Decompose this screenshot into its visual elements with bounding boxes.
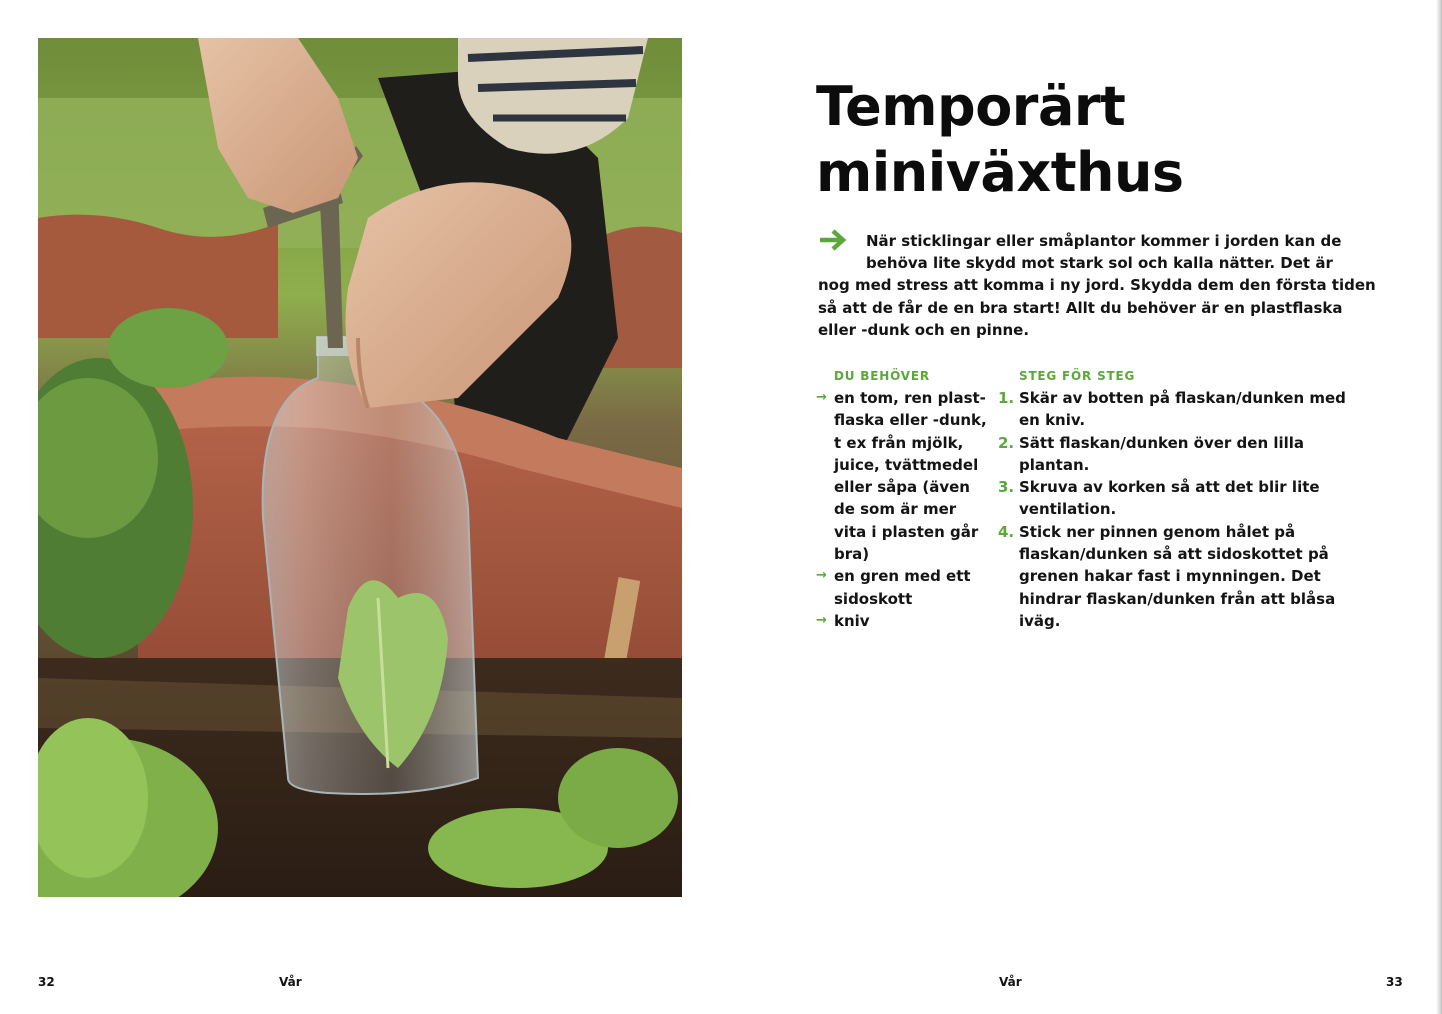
title-line-1: Temporärt — [816, 75, 1126, 138]
needs-item — [816, 565, 986, 610]
needs-item-line: eller såpa (även — [834, 478, 970, 497]
step-line: en kniv. — [1019, 411, 1086, 430]
section-label-left: Vår — [279, 975, 302, 989]
steps-heading: STEG FÖR STEG — [1019, 369, 1136, 383]
step-item — [996, 476, 1356, 521]
needs-item-line: kniv — [834, 611, 870, 630]
intro-line: När sticklingar eller småplantor kommer i jorden kan de — [866, 232, 1342, 250]
needs-item-line: en tom, ren plast- — [834, 389, 986, 407]
intro-paragraph — [818, 230, 1376, 341]
page-number-left: 32 — [38, 975, 55, 989]
needs-item-line: t ex från mjölk, — [834, 433, 964, 452]
step-line: iväg. — [1019, 611, 1061, 630]
needs-item-line: juice, tvättmedel — [834, 455, 979, 474]
needs-item-line: bra) — [834, 545, 870, 564]
needs-list — [816, 387, 986, 632]
step-line: ventilation. — [1019, 500, 1117, 519]
page-gutter-edge — [1436, 0, 1442, 1014]
needs-item-line: vita i plasten går — [834, 522, 979, 541]
step-item — [996, 432, 1356, 477]
step-item — [996, 521, 1356, 632]
step-line: plantan. — [1019, 455, 1090, 474]
intro-line: så att de får de en bra start! Allt du behöver är en plastflaska — [818, 298, 1343, 317]
step-line: flaskan/dunken så att sidoskottet på — [1019, 545, 1329, 564]
step-line: grenen hakar fast i mynningen. Det — [1019, 567, 1321, 586]
needs-item-line: flaska eller -dunk, — [834, 411, 987, 430]
needs-item — [816, 387, 986, 565]
step-line: Stick ner pinnen genom hålet på — [1019, 522, 1296, 541]
needs-item-line: de som är mer — [834, 500, 957, 519]
page-number-right: 33 — [1386, 975, 1403, 989]
needs-item-line: en gren med ett — [834, 567, 971, 586]
garden-photo — [38, 38, 682, 897]
needs-heading: DU BEHÖVER — [834, 369, 930, 383]
article-title — [816, 74, 1184, 206]
arrow-bullet-icon: → — [816, 568, 827, 584]
step-number: 2. — [998, 433, 1015, 452]
section-label-right: Vår — [999, 975, 1022, 989]
step-number: 3. — [998, 478, 1015, 497]
step-number: 4. — [998, 522, 1015, 541]
step-line: Skruva av korken så att det blir lite — [1019, 478, 1320, 497]
needs-item — [816, 610, 986, 632]
step-line: Skär av botten på flaskan/dunken med — [1019, 389, 1346, 407]
step-number: 1. — [998, 389, 1015, 407]
arrow-bullet-icon: → — [816, 612, 827, 628]
title-line-2: miniväxthus — [816, 141, 1184, 204]
step-item — [996, 387, 1356, 432]
needs-item-line: sidoskott — [834, 589, 913, 608]
arrow-bullet-icon: → — [816, 390, 827, 405]
intro-line: behöva lite skydd mot stark sol och kalla nätter. Det är — [866, 254, 1333, 273]
steps-list — [996, 387, 1356, 632]
step-line: hindrar flaskan/dunken från att blåsa — [1019, 589, 1336, 608]
arrow-right-icon — [818, 229, 866, 255]
intro-line: eller -dunk och en pinne. — [818, 320, 1030, 339]
intro-line: nog med stress att komma i ny jord. Skydda dem den första tiden — [818, 276, 1376, 295]
step-line: Sätt flaskan/dunken över den lilla — [1019, 433, 1305, 452]
